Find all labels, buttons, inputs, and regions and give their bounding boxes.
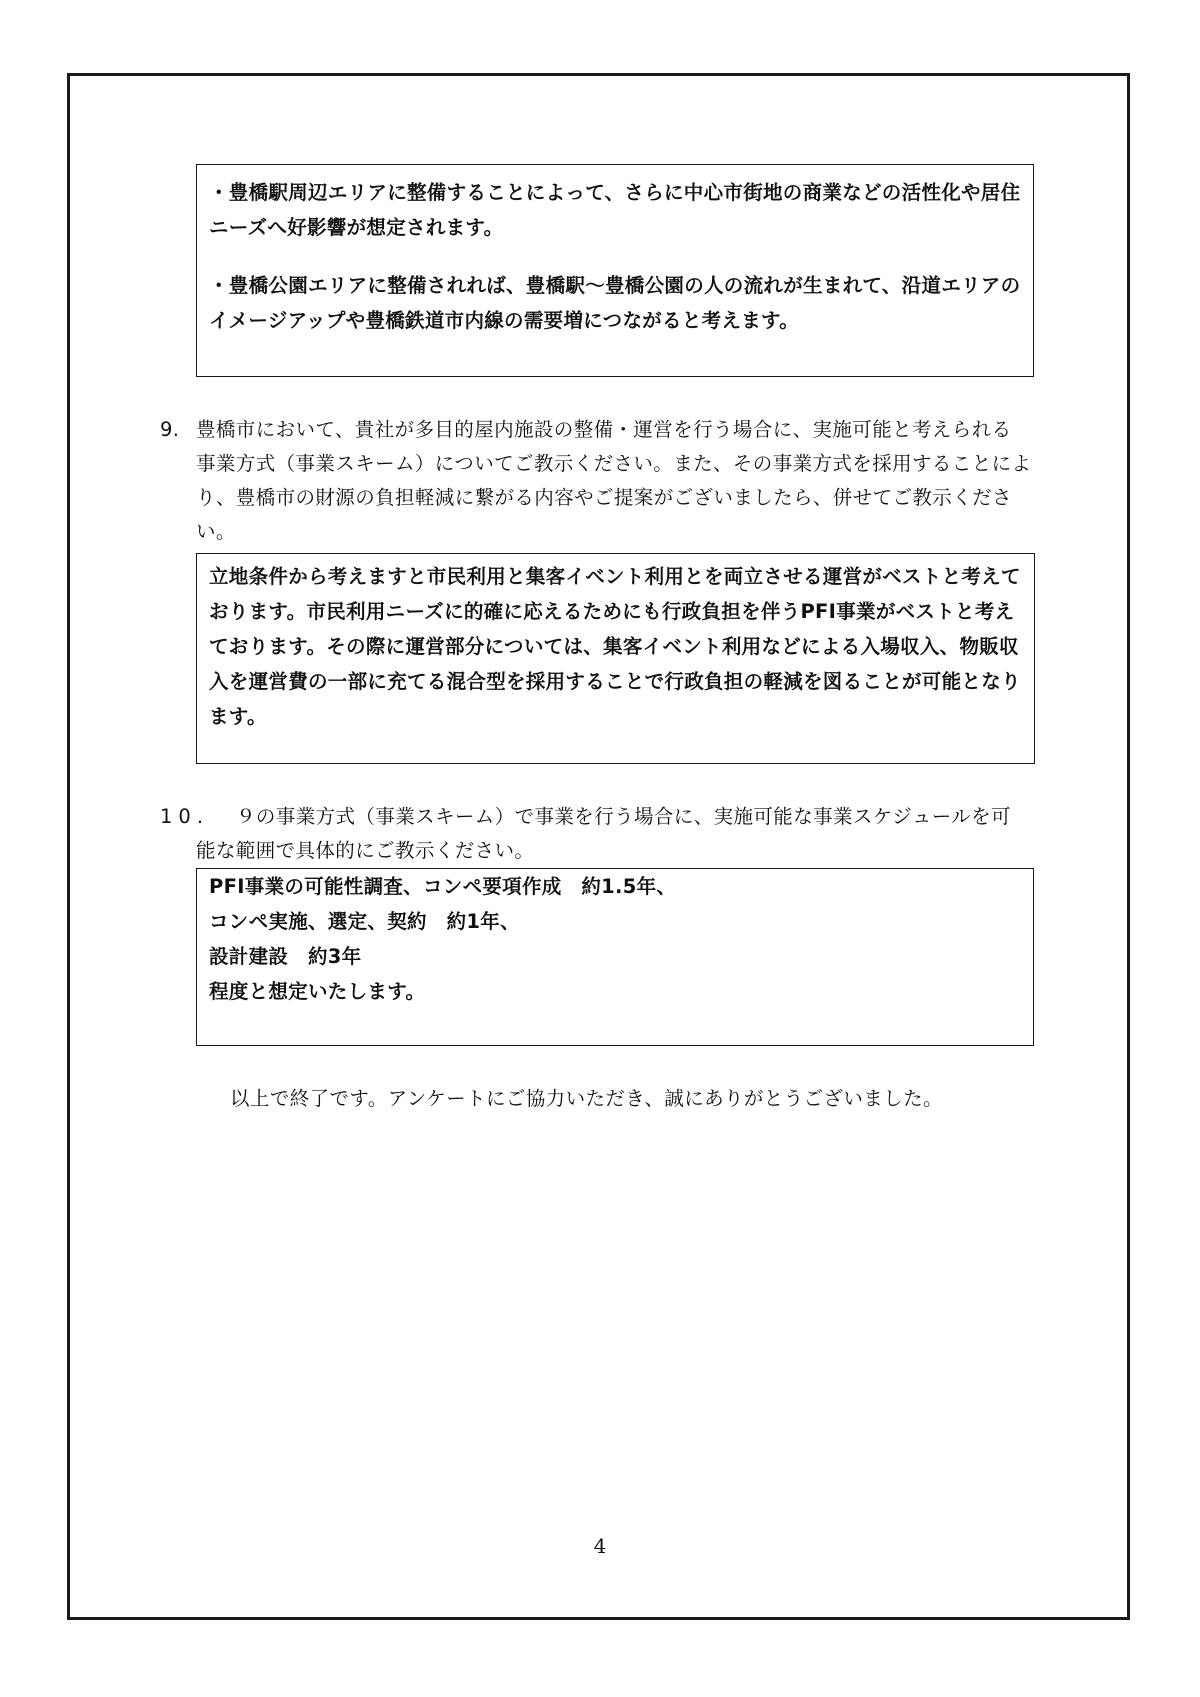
closing-message: 以上で終了です。アンケートにご協力いただき、誠にありがとうございました。 [230, 1087, 943, 1110]
answer-line: コンペ実施、選定、契約 約1年、 [209, 910, 520, 933]
question-text: ９の事業方式（事業スキーム）で事業を行う場合に、実施可能な事業スケジュールを可 [236, 805, 1011, 828]
question-10 [160, 800, 1040, 868]
question-9 [160, 413, 1040, 549]
answer-line: 設計建設 約3年 [209, 945, 362, 968]
question-text-continued: 事業方式（事業スキーム）についてご教示ください。また、その事業方式を採用することにより、豊橋市の財源の負担軽減に繋がる内容やご提案がございましたら、併せてご教示ください。 [196, 452, 1032, 543]
answer-line: ・豊橋駅周辺エリアに整備することによって、さらに中心市街地の商業などの活性化や居住ニーズへ好影響が想定されます。 [209, 181, 1021, 239]
answer-line: PFI事業の可能性調査、コンペ要項作成 約1.5年、 [209, 875, 677, 898]
question-number: 9. [160, 418, 180, 441]
answer-box-q10 [196, 868, 1034, 1046]
answer-text: 立地条件から考えますと市民利用と集客イベント利用とを両立させる運営がベストと考えております。市民利用ニーズに的確に応えるためにも行政負担を伴うPFI事業がベストと考えております。その際に運営部分については、集客イベント利用などによる入場収入、物販収入を運営費の一部に充てる混合型を採用することで行政負担の軽減を図ることが可能となります。 [209, 565, 1021, 728]
question-number: 10. [160, 805, 210, 828]
answer-box-q8 [196, 164, 1034, 377]
answer-line: ・豊橋公園エリアに整備されれば、豊橋駅～豊橋公園の人の流れが生まれて、沿道エリアのイメージアップや豊橋鉄道市内線の需要増につながると考えます。 [209, 274, 1021, 332]
answer-line: 程度と想定いたします。 [209, 980, 426, 1003]
answer-box-q9 [196, 553, 1035, 764]
question-text-continued: 能な範囲で具体的にご教示ください。 [196, 839, 535, 862]
question-text: 豊橋市において、貴社が多目的屋内施設の整備・運営を行う場合に、実施可能と考えられる [196, 418, 1012, 441]
page-number: 4 [593, 1534, 607, 1558]
